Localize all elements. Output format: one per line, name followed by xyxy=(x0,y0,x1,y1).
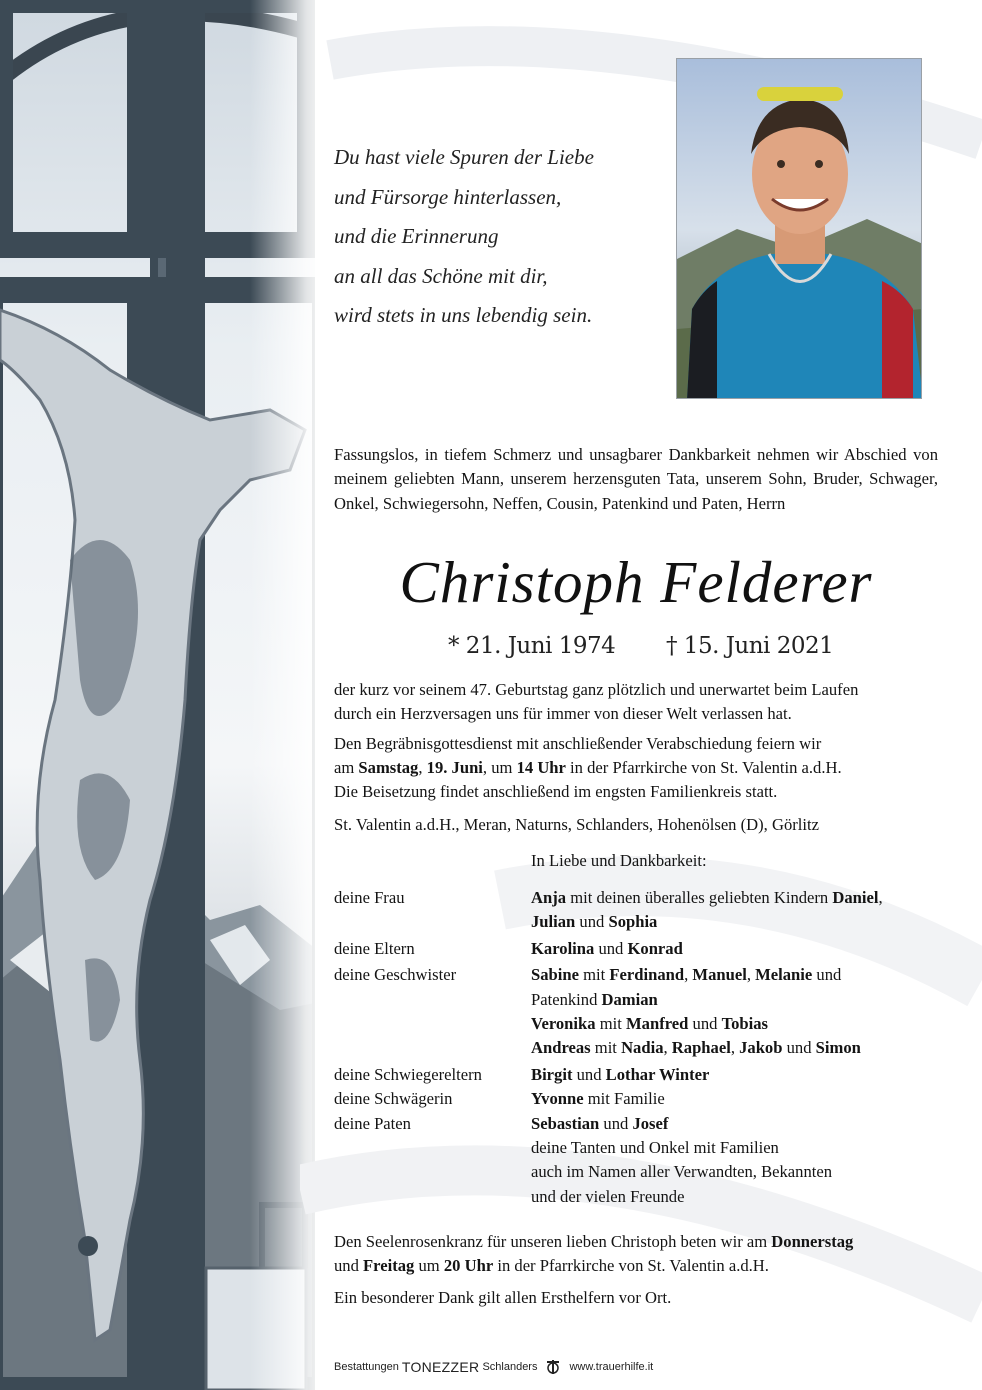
trauerhilfe-logo-icon xyxy=(543,1359,563,1375)
footer-suffix: Schlanders xyxy=(482,1361,538,1373)
text-line: Den Begräbnisgottesdienst mit anschließender Verabschiedung feiern wir xyxy=(334,734,822,753)
relation-names: deine Tanten und Onkel mit Familien xyxy=(531,1138,779,1158)
family-row-wife xyxy=(334,886,954,910)
family-row-sister-in-law xyxy=(334,1087,954,1111)
footer-url[interactable]: www.trauerhilfe.it xyxy=(569,1361,654,1373)
relation-names: Sabine mit Ferdinand, Manuel, Melanie und xyxy=(531,965,842,985)
relation-label: deine Frau xyxy=(334,888,405,907)
quote-line: wird stets in uns lebendig sein. xyxy=(334,303,593,327)
quote-line: Du hast viele Spuren der Liebe xyxy=(334,145,594,169)
relation-names: Julian und Sophia xyxy=(531,912,658,932)
family-row-extra xyxy=(334,1185,954,1209)
text-line: durch ein Herzversagen uns für immer von dieser Welt verlassen hat. xyxy=(334,704,792,724)
relation-names: Anja mit deinen überalles geliebten Kindern Daniel, xyxy=(531,888,883,907)
relation-label: deine Schwiegereltern xyxy=(334,1064,482,1084)
quote-line: und die Erinnerung xyxy=(334,224,499,248)
rosary-info xyxy=(334,1230,938,1279)
relation-label: deine Paten xyxy=(334,1113,411,1133)
text-line: und Freitag um 20 Uhr in der Pfarrkirche von St. Valentin a.d.H. xyxy=(334,1256,769,1276)
relation-names: Veronika mit Manfred und Tobias xyxy=(531,1014,768,1034)
funeral-time: 14 Uhr xyxy=(516,758,566,778)
family-row-siblings xyxy=(334,963,954,987)
relation-names: Patenkind Damian xyxy=(531,989,658,1009)
funeral-info xyxy=(334,732,938,805)
family-row-wife-cont xyxy=(334,910,954,934)
death-circumstances xyxy=(334,678,938,726)
relation-names: Yvonne mit Familie xyxy=(531,1089,665,1109)
funeral-day: Samstag xyxy=(358,758,419,778)
cross-photo xyxy=(0,0,315,1390)
footer xyxy=(334,1359,653,1375)
relation-names: und der vielen Freunde xyxy=(531,1186,685,1206)
funeral-date: 19. Juni xyxy=(426,758,483,778)
birth-date: * 21. Juni 1974 xyxy=(448,633,616,659)
text-line: am Samstag, 19. Juni, um 14 Uhr in der Pfarrkirche von St. Valentin a.d.H. xyxy=(334,758,842,778)
quote-line: an all das Schöne mit dir, xyxy=(334,263,548,288)
footer-brand: TONEZZER xyxy=(401,1359,480,1375)
relation-label: deine Geschwister xyxy=(334,965,457,985)
footer-prefix: Bestattungen xyxy=(334,1361,399,1373)
text-line: der kurz vor seinem 47. Geburtstag ganz plötzlich und unerwartet beim Laufen xyxy=(334,680,859,699)
relation-names: Birgit und Lothar Winter xyxy=(531,1064,710,1084)
places-line: St. Valentin a.d.H., Meran, Naturns, Schlanders, Hohenölsen (D), Görlitz xyxy=(334,815,819,834)
family-row-extra xyxy=(334,1136,954,1160)
text-line: Den Seelenrosenkranz für unseren lieben Christoph beten wir am Donnerstag xyxy=(334,1232,854,1251)
family-row-siblings-cont xyxy=(334,1036,954,1060)
deceased-name: Christoph Felderer xyxy=(399,549,873,615)
text-line: Die Beisetzung findet anschließend im engsten Familienkreis statt. xyxy=(334,782,778,802)
memorial-quote xyxy=(334,138,654,336)
relation-names: Sebastian und Josef xyxy=(531,1113,669,1133)
relation-label: deine Schwägerin xyxy=(334,1089,453,1109)
final-thanks: Ein besonderer Dank gilt allen Ersthelfern vor Ort. xyxy=(334,1288,672,1307)
family-row-siblings-cont xyxy=(334,1012,954,1036)
relation-label: deine Eltern xyxy=(334,938,415,958)
intro-paragraph: Fassungslos, in tiefem Schmerz und unsagbarer Dankbarkeit nehmen wir Abschied von meinem geliebten Mann, unserem herzensguten Tata, unserem Sohn, Bruder, Schwager, Onkel, Schwiegersohn, Neffen, Cousin, Patenkind und Paten, Herrn xyxy=(334,445,938,513)
relation-names: auch im Namen aller Verwandten, Bekannten xyxy=(531,1162,833,1182)
family-row-in-laws xyxy=(334,1063,954,1087)
family-row-godparents xyxy=(334,1112,954,1136)
family-row-extra xyxy=(334,1160,954,1184)
quote-line: und Fürsorge hinterlassen, xyxy=(334,184,562,209)
relation-names: Karolina und Konrad xyxy=(531,938,683,958)
family-row-siblings-cont xyxy=(334,988,954,1012)
relation-names: Andreas mit Nadia, Raphael, Jakob und Simon xyxy=(531,1038,861,1058)
death-date: † 15. Juni 2021 xyxy=(666,633,834,659)
family-list xyxy=(334,886,954,1209)
thanks-heading: In Liebe und Dankbarkeit: xyxy=(531,851,707,870)
portrait-photo xyxy=(676,58,922,399)
family-row-parents xyxy=(334,937,954,961)
